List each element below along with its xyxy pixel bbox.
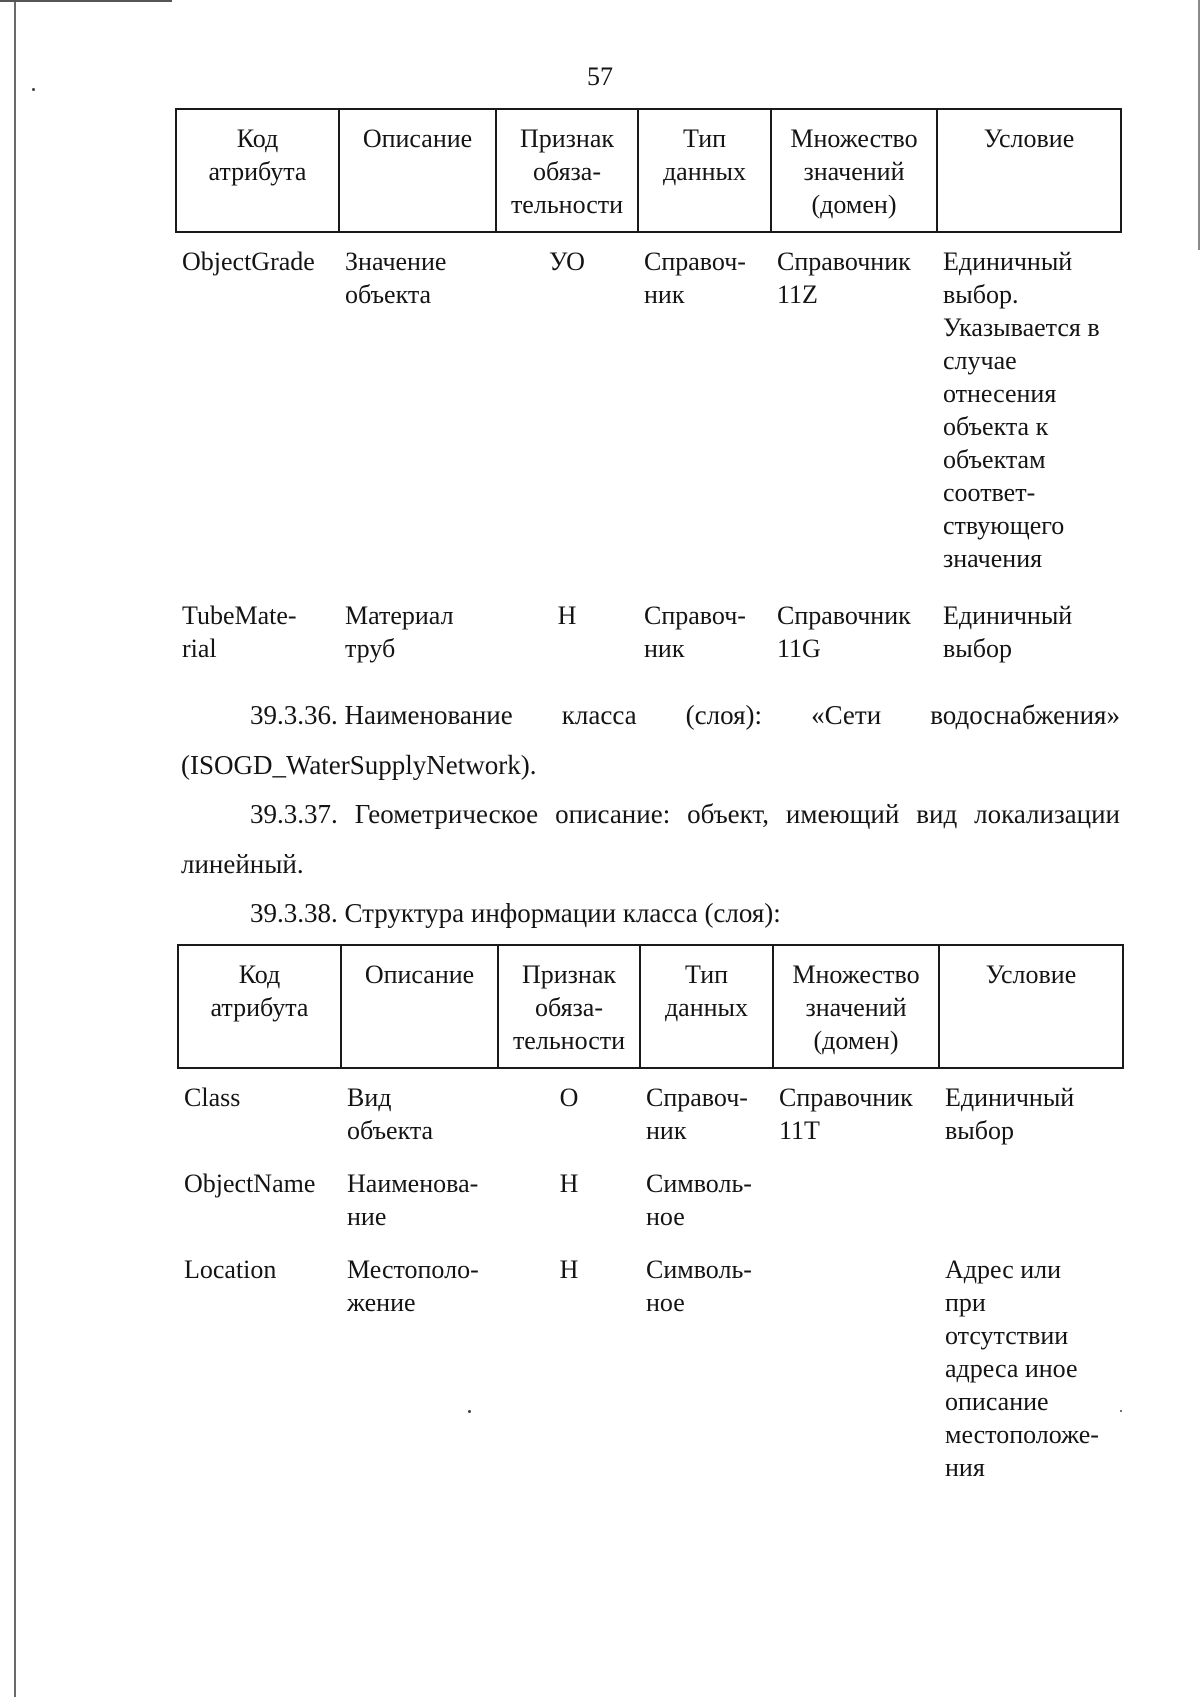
- cell-data-type: Справоч- ник: [646, 1083, 748, 1145]
- cell-code: ObjectName: [184, 1169, 316, 1198]
- p37-word: описание:: [555, 799, 671, 829]
- table-header-row: [176, 109, 1121, 232]
- p37-word: вид: [916, 799, 958, 829]
- header-description: Описание: [339, 109, 496, 232]
- header-code: Код атрибута: [176, 109, 339, 232]
- header-code: Код атрибута: [178, 945, 341, 1068]
- p37-word: локализации: [974, 799, 1120, 829]
- cell-required: УО: [549, 247, 585, 276]
- table1-body: [176, 232, 1121, 665]
- table2-body: [178, 1068, 1123, 1484]
- cell-description: Значение объекта: [345, 247, 447, 309]
- cell-domain: [773, 1253, 939, 1484]
- table-row: [176, 245, 1121, 575]
- row-spacer-cell: [178, 1233, 1123, 1253]
- table-row: [178, 1167, 1123, 1233]
- cell-description: Материал труб: [345, 601, 454, 663]
- cell-code: Location: [184, 1255, 277, 1284]
- row-spacer: [178, 1147, 1123, 1167]
- paragraph-39-3-37-line1: [250, 797, 1120, 831]
- header-condition: Условие: [939, 945, 1123, 1068]
- cell-code: ObjectGrade: [182, 247, 315, 276]
- cell-condition: Единичный выбор: [943, 601, 1073, 663]
- attributes-table-1: [175, 108, 1122, 665]
- p36-word: водоснабжения»: [930, 700, 1120, 730]
- page-number: 57: [587, 62, 613, 91]
- row-spacer-cell: [178, 1147, 1123, 1167]
- table-row: [178, 1081, 1123, 1147]
- p37-justified: [250, 797, 1120, 831]
- paragraph-39-3-38: 39.3.38. Структура информации класса (слоя):: [250, 898, 781, 928]
- cell-data-type: Символь- ное: [646, 1255, 752, 1317]
- cell-condition: Адрес или при отсутствии адреса иное описание местоположе- ния: [945, 1255, 1099, 1482]
- p36-word: 39.3.36. Наименование: [250, 700, 513, 730]
- table-header-row: [178, 945, 1123, 1068]
- paragraph-39-3-36-line2: (ISOGD_WaterSupplyNetwork).: [181, 750, 537, 780]
- header-condition: Условие: [937, 109, 1121, 232]
- p37-word: имеющий: [785, 799, 900, 829]
- cell-code: TubeMate- rial: [182, 601, 297, 663]
- p37-word: объект,: [687, 799, 769, 829]
- cell-required: Н: [557, 601, 577, 630]
- cell-data-type: Символь- ное: [646, 1169, 752, 1231]
- header-domain: Множество значений (домен): [771, 109, 937, 232]
- cell-required: О: [559, 1083, 579, 1112]
- paragraph-39-3-36-line1: [250, 698, 1120, 732]
- row-spacer: [178, 1068, 1123, 1081]
- cell-domain: Справочник 11Т: [779, 1083, 913, 1145]
- header-domain: Множество значений (домен): [773, 945, 939, 1068]
- p36-word: «Сети: [811, 700, 882, 730]
- paragraph-39-3-36: [250, 698, 1120, 732]
- cell-condition: Единичный выбор: [945, 1083, 1075, 1145]
- row-spacer: [176, 575, 1121, 599]
- p37-word: 39.3.37.: [250, 799, 338, 829]
- row-spacer: [178, 1233, 1123, 1253]
- cell-description: Местополо- жение: [347, 1255, 479, 1317]
- cell-domain: Справочник 11G: [777, 601, 911, 663]
- header-data-type: Тип данных: [640, 945, 773, 1068]
- header-data-type: Тип данных: [638, 109, 771, 232]
- p36-word: (слоя):: [685, 700, 763, 730]
- cell-description: Вид объекта: [347, 1083, 434, 1145]
- cell-condition: Единичный выбор. Указывается в случае отнесения объекта к объектам соответ- ствующего значения: [943, 247, 1100, 573]
- cell-domain: [773, 1167, 939, 1233]
- attributes-table-2: [177, 944, 1124, 1484]
- cell-condition: [939, 1167, 1123, 1233]
- cell-required: Н: [559, 1255, 579, 1284]
- cell-description: Наименова- ние: [347, 1169, 479, 1231]
- p36-word: класса: [561, 700, 637, 730]
- cell-data-type: Справоч- ник: [644, 601, 746, 663]
- row-spacer-cell: [176, 232, 1121, 245]
- row-spacer-cell: [178, 1068, 1123, 1081]
- header-required: Признак обяза- тельности: [498, 945, 640, 1068]
- table-row: [178, 1253, 1123, 1484]
- table-row: [176, 599, 1121, 665]
- cell-domain: Справочник 11Z: [777, 247, 911, 309]
- row-spacer-cell: [176, 575, 1121, 599]
- row-spacer: [176, 232, 1121, 245]
- paragraph-39-3-37-line2: линейный.: [181, 849, 304, 879]
- p37-word: Геометрическое: [354, 799, 539, 829]
- scan-edge-top: [0, 0, 172, 2]
- cell-code: Class: [184, 1083, 241, 1112]
- cell-required: Н: [559, 1169, 579, 1198]
- header-description: Описание: [341, 945, 498, 1068]
- scan-edge-left: [14, 2, 16, 1697]
- header-required: Признак обяза- тельности: [496, 109, 638, 232]
- cell-data-type: Справоч- ник: [644, 247, 746, 309]
